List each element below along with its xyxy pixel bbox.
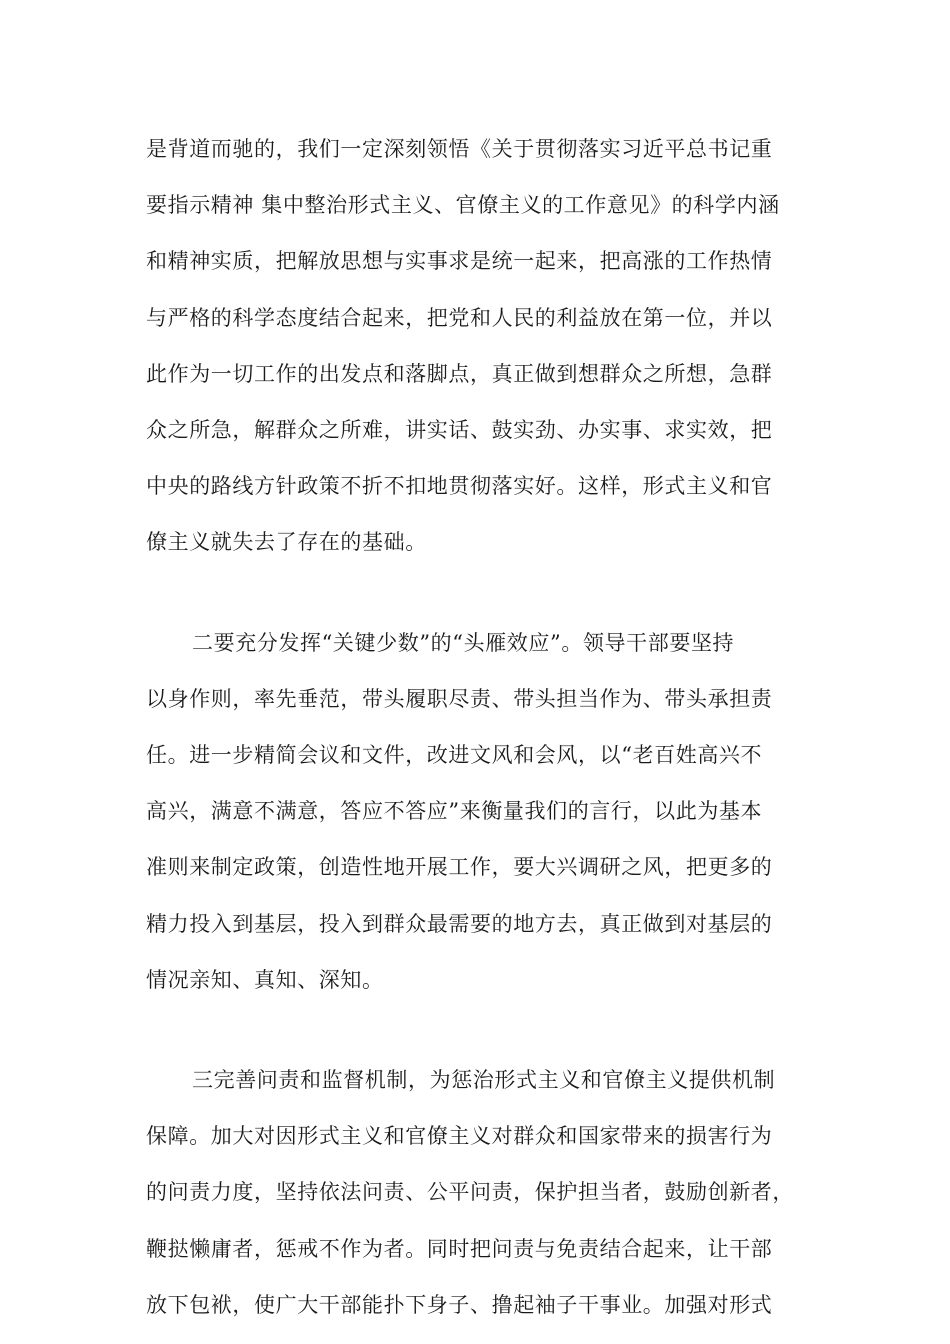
paragraph-3-line-5: 放下包袱，使广大干部能扑下身子、撸起袖子干事业。加强对形式 [146,1293,773,1317]
paragraph-1-line-2: 要指示精神 集中整治形式主义、官僚主义的工作意见》的科学内涵 [146,193,780,217]
paragraph-2-line-6: 精力投入到基层，投入到群众最需要的地方去，真正做到对基层的 [146,912,773,936]
paragraph-2-line-3: 任。进一步精简会议和文件，改进文风和会风，以“老百姓高兴不 [146,743,763,767]
paragraph-3-line-1: 三完善问责和监督机制，为惩治形式主义和官僚主义提供机制 [192,1068,776,1092]
paragraph-2-line-4: 高兴，满意不满意，答应不答应”来衡量我们的言行，以此为基本 [146,799,763,823]
paragraph-1-line-4: 与严格的科学态度结合起来，把党和人民的利益放在第一位，并以 [146,306,773,330]
paragraph-1-line-5: 此作为一切工作的出发点和落脚点，真正做到想群众之所想，急群 [146,362,773,386]
paragraph-2-line-1: 二要充分发挥“关键少数”的“头雁效应”。领导干部要坚持 [192,631,735,655]
paragraph-1-line-1: 是背道而驰的，我们一定深刻领悟《关于贯彻落实习近平总书记重 [146,137,773,161]
paragraph-1-line-8: 僚主义就失去了存在的基础。 [146,530,427,554]
paragraph-1-line-6: 众之所急，解群众之所难，讲实话、鼓实劲、办实事、求实效，把 [146,418,773,442]
paragraph-3-line-4: 鞭挞懒庸者，惩戒不作为者。同时把问责与免责结合起来，让干部 [146,1237,773,1261]
paragraph-1-line-3: 和精神实质，把解放思想与实事求是统一起来，把高涨的工作热情 [146,249,773,273]
paragraph-2-line-2: 以身作则，率先垂范，带头履职尽责、带头担当作为、带头承担责 [146,687,773,711]
paragraph-2-line-5: 准则来制定政策，创造性地开展工作，要大兴调研之风，把更多的 [146,855,773,879]
paragraph-3-line-3: 的问责力度，坚持依法问责、公平问责，保护担当者，鼓励创新者， [146,1180,794,1204]
paragraph-1-line-7: 中央的路线方针政策不折不扣地贯彻落实好。这样，形式主义和官 [146,474,773,498]
paragraph-3-line-2: 保障。加大对因形式主义和官僚主义对群众和国家带来的损害行为 [146,1124,773,1148]
paragraph-2-line-7: 情况亲知、真知、深知。 [146,968,384,992]
